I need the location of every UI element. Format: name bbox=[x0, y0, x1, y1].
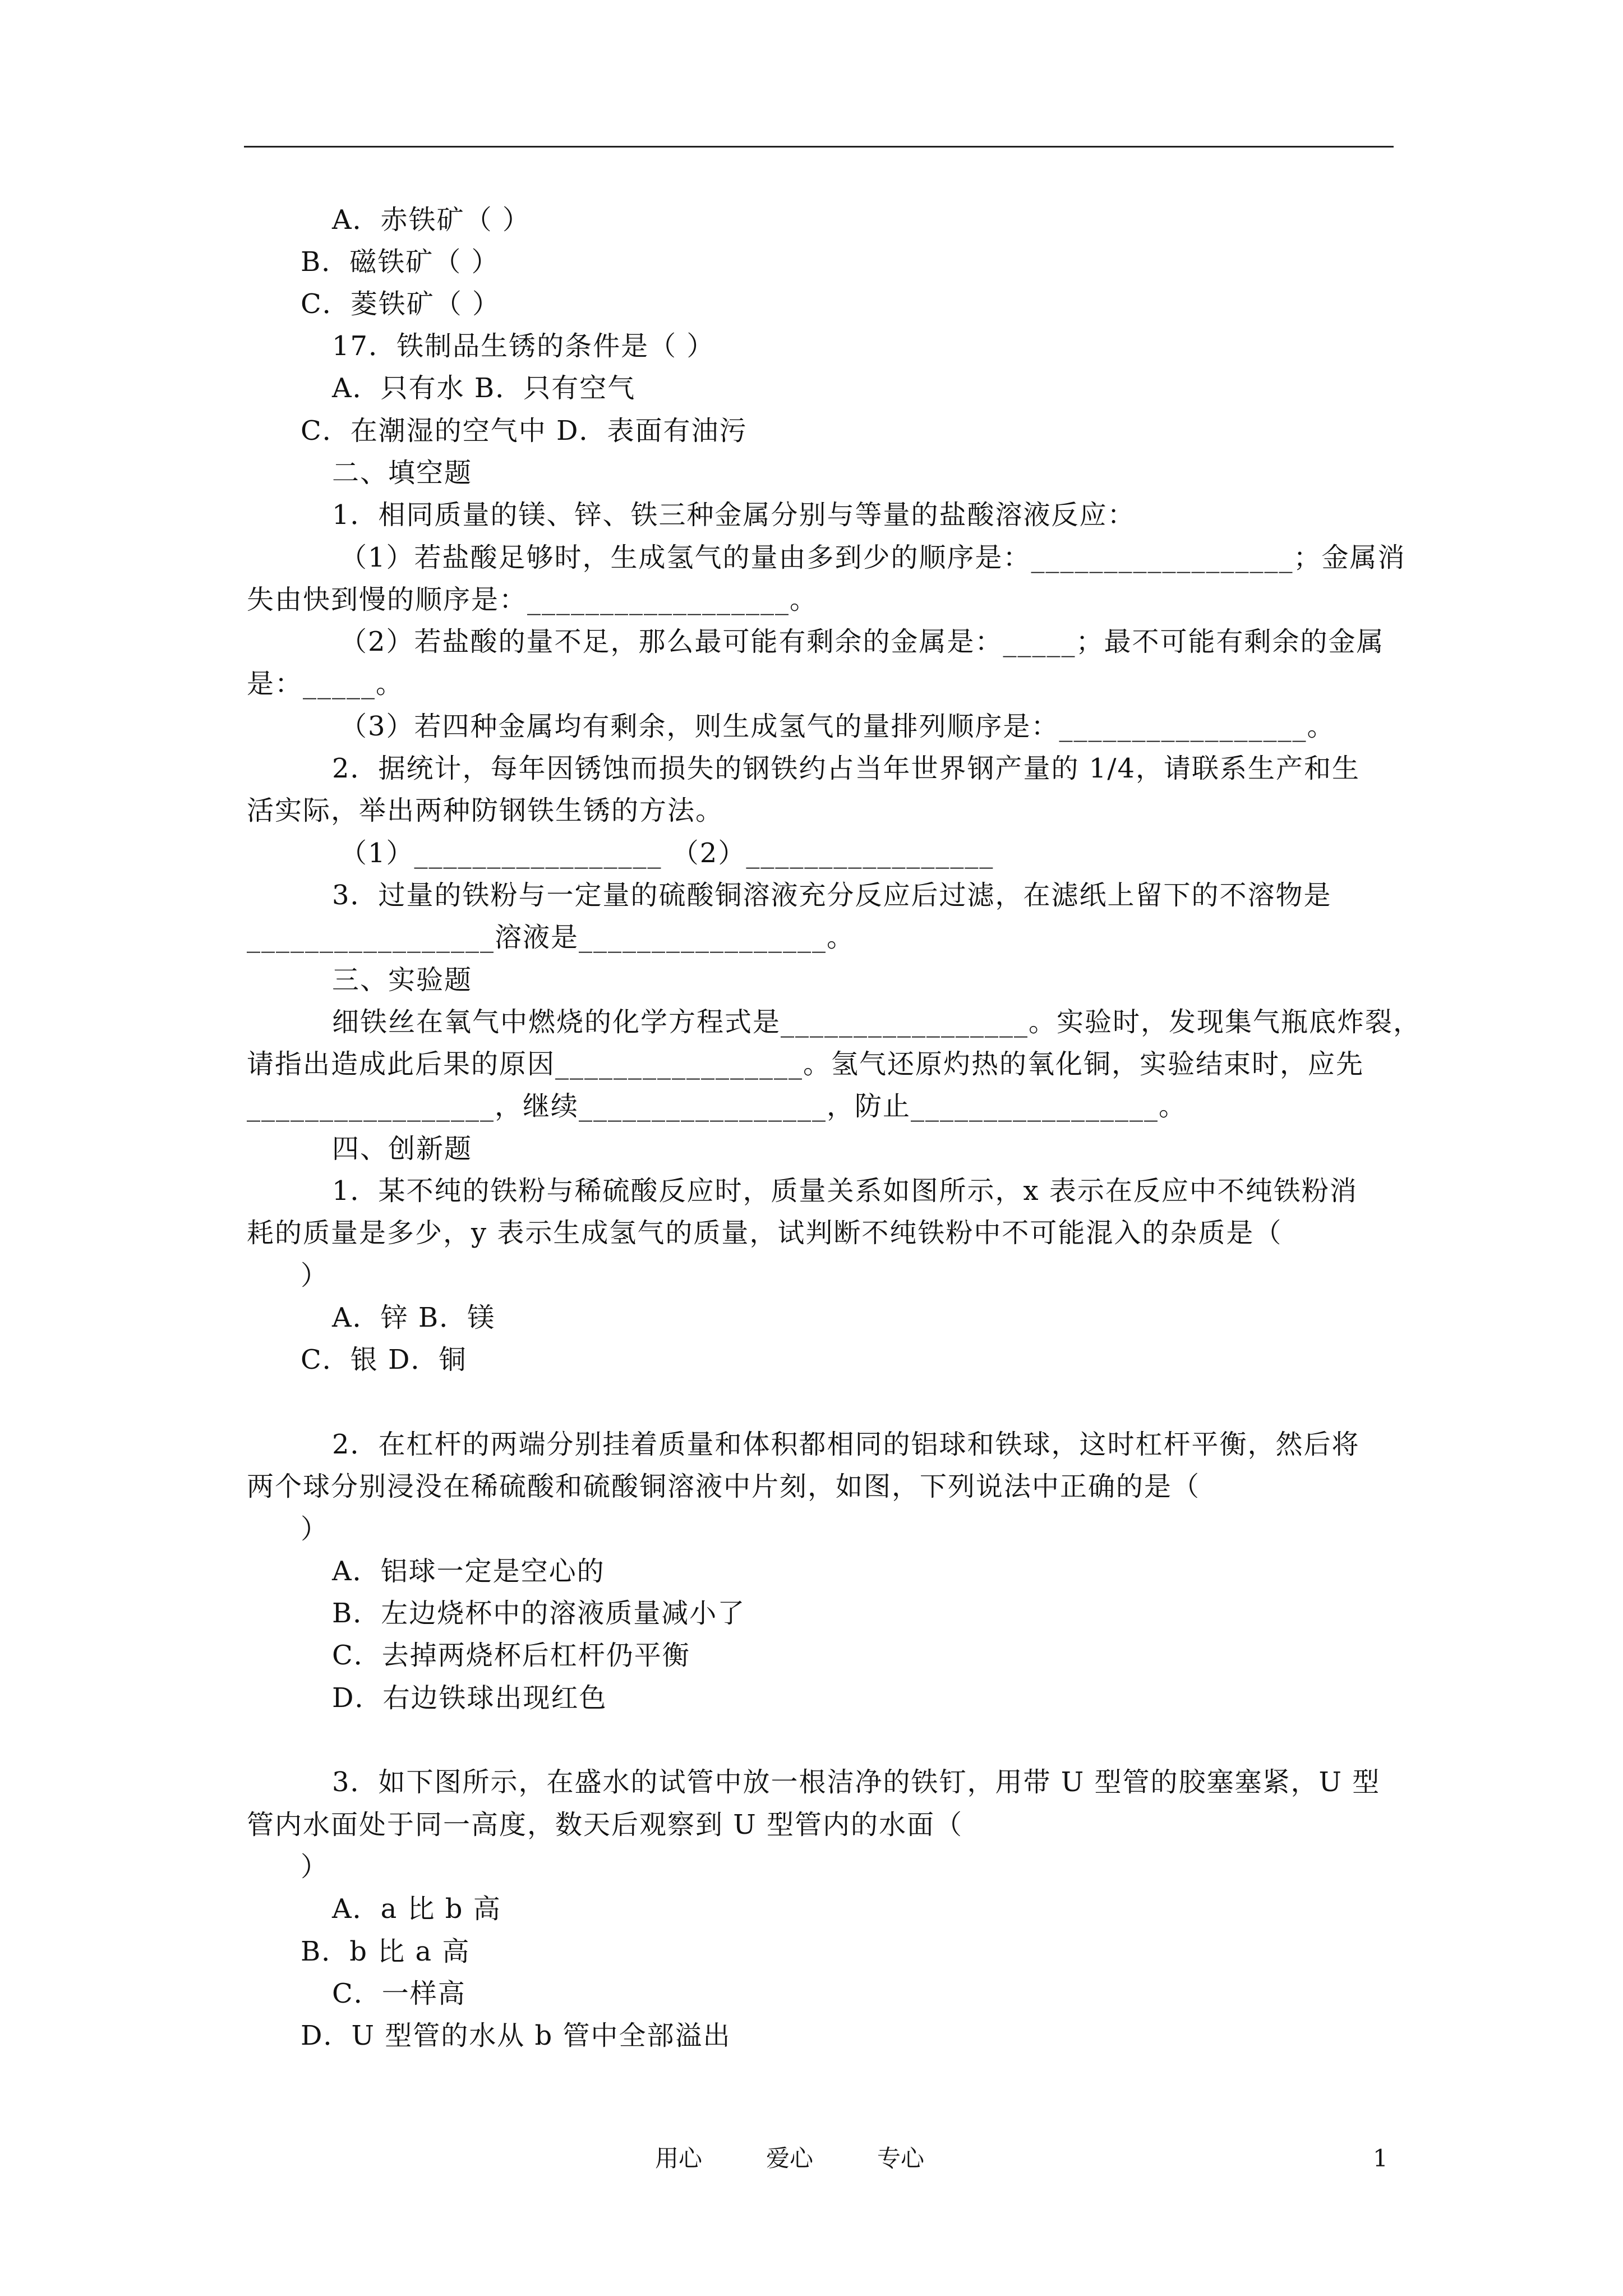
header-rule bbox=[244, 146, 1394, 148]
fill-question-1-part-3: （3）若四种金属均有剩余，则生成氢气的量排列顺序是：_________________。 bbox=[340, 711, 1335, 742]
question-17-options-cd: C．在潮湿的空气中 D．表面有油污 bbox=[301, 415, 748, 447]
innovation-question-2-option-b: B．左边烧杯中的溶液质量减小了 bbox=[332, 1598, 746, 1629]
fill-question-1: 1．相同质量的镁、锌、铁三种金属分别与等量的盐酸溶液反应： bbox=[332, 499, 1136, 531]
innovation-question-3-option-a: A．a 比 b 高 bbox=[332, 1893, 501, 1925]
experiment-text-2: 请指出造成此后果的原因_________________。氢气还原灼热的氧化铜，实验结束时，应先 bbox=[247, 1048, 1364, 1080]
innovation-question-1-cont: 耗的质量是多少，y 表示生成氢气的质量，试判断不纯铁粉中不可能混入的杂质是（ bbox=[247, 1217, 1283, 1249]
innovation-question-3: 3．如下图所示，在盛水的试管中放一根洁净的铁钉，用带 U 型管的胶塞塞紧，U 型 bbox=[332, 1766, 1381, 1798]
innovation-question-1-options-cd: C．银 D．铜 bbox=[301, 1344, 467, 1375]
footer-motto-3: 专心 bbox=[877, 2145, 925, 2172]
fill-question-1-part-1-cont: 失由快到慢的顺序是：__________________。 bbox=[247, 584, 818, 615]
innovation-question-1-paren: ） bbox=[301, 1260, 329, 1291]
innovation-question-2-cont: 两个球分别浸没在稀硫酸和硫酸铜溶液中片刻，如图，下列说法中正确的是（ bbox=[247, 1471, 1201, 1502]
fill-question-2-blanks: （1）_________________ （2）_________________ bbox=[340, 838, 994, 869]
innovation-question-1-options-ab: A．锌 B．镁 bbox=[332, 1302, 496, 1333]
fill-question-3: 3．过量的铁粉与一定量的硫酸铜溶液充分反应后过滤，在滤纸上留下的不溶物是 bbox=[332, 880, 1332, 911]
fill-question-2-cont: 活实际，举出两种防钢铁生锈的方法。 bbox=[247, 795, 724, 826]
section-experiment-heading: 三、实验题 bbox=[332, 964, 473, 996]
option-c-siderite: C．菱铁矿（ ） bbox=[301, 288, 500, 320]
fill-question-1-part-1: （1）若盐酸足够时，生成氢气的量由多到少的顺序是：__________________；金属消 bbox=[340, 542, 1406, 573]
experiment-text-3: _________________，继续_________________，防止_________________。 bbox=[247, 1091, 1187, 1122]
experiment-text-1: 细铁丝在氧气中燃烧的化学方程式是_________________。实验时，发现集气瓶底炸裂， bbox=[332, 1006, 1422, 1038]
innovation-question-1: 1．某不纯的铁粉与稀硫酸反应时，质量关系如图所示，x 表示在反应中不纯铁粉消 bbox=[332, 1175, 1358, 1207]
fill-question-1-part-2-cont: 是：_____。 bbox=[247, 668, 404, 700]
innovation-question-3-option-d: D．U 型管的水从 b 管中全部溢出 bbox=[301, 2020, 731, 2051]
footer-motto-2: 爱心 bbox=[766, 2145, 814, 2172]
fill-question-3-cont: _________________溶液是_________________。 bbox=[247, 922, 855, 953]
question-17-options-ab: A．只有水 B．只有空气 bbox=[332, 372, 636, 404]
innovation-question-2-option-a: A．铝球一定是空心的 bbox=[332, 1556, 605, 1587]
fill-question-1-part-2: （2）若盐酸的量不足，那么最可能有剩余的金属是：_____；最不可能有剩余的金属 bbox=[340, 626, 1385, 657]
section-fill-in-heading: 二、填空题 bbox=[332, 457, 473, 489]
innovation-question-3-cont: 管内水面处于同一高度，数天后观察到 U 型管内的水面（ bbox=[247, 1809, 963, 1841]
innovation-question-2-paren: ） bbox=[301, 1513, 329, 1545]
innovation-question-3-option-b: B．b 比 a 高 bbox=[301, 1936, 471, 1967]
question-17: 17．铁制品生锈的条件是（ ） bbox=[332, 330, 715, 362]
option-b-magnetite: B．磁铁矿（ ） bbox=[301, 246, 500, 278]
footer-motto-1: 用心 bbox=[655, 2145, 703, 2172]
option-a-hematite: A．赤铁矿（ ） bbox=[332, 204, 531, 236]
innovation-question-3-option-c: C．一样高 bbox=[332, 1978, 466, 2009]
innovation-question-2-option-d: D．右边铁球出现红色 bbox=[332, 1682, 607, 1714]
innovation-question-2: 2．在杠杆的两端分别挂着质量和体积都相同的铝球和铁球，这时杠杆平衡，然后将 bbox=[332, 1429, 1360, 1460]
innovation-question-2-option-c: C．去掉两烧杯后杠杆仍平衡 bbox=[332, 1640, 690, 1671]
section-innovation-heading: 四、创新题 bbox=[332, 1133, 473, 1165]
fill-question-2: 2．据统计，每年因锈蚀而损失的钢铁约占当年世界钢产量的 1/4，请联系生产和生 bbox=[332, 753, 1361, 784]
page-number: 1 bbox=[1373, 2145, 1388, 2172]
innovation-question-3-paren: ） bbox=[301, 1851, 329, 1883]
